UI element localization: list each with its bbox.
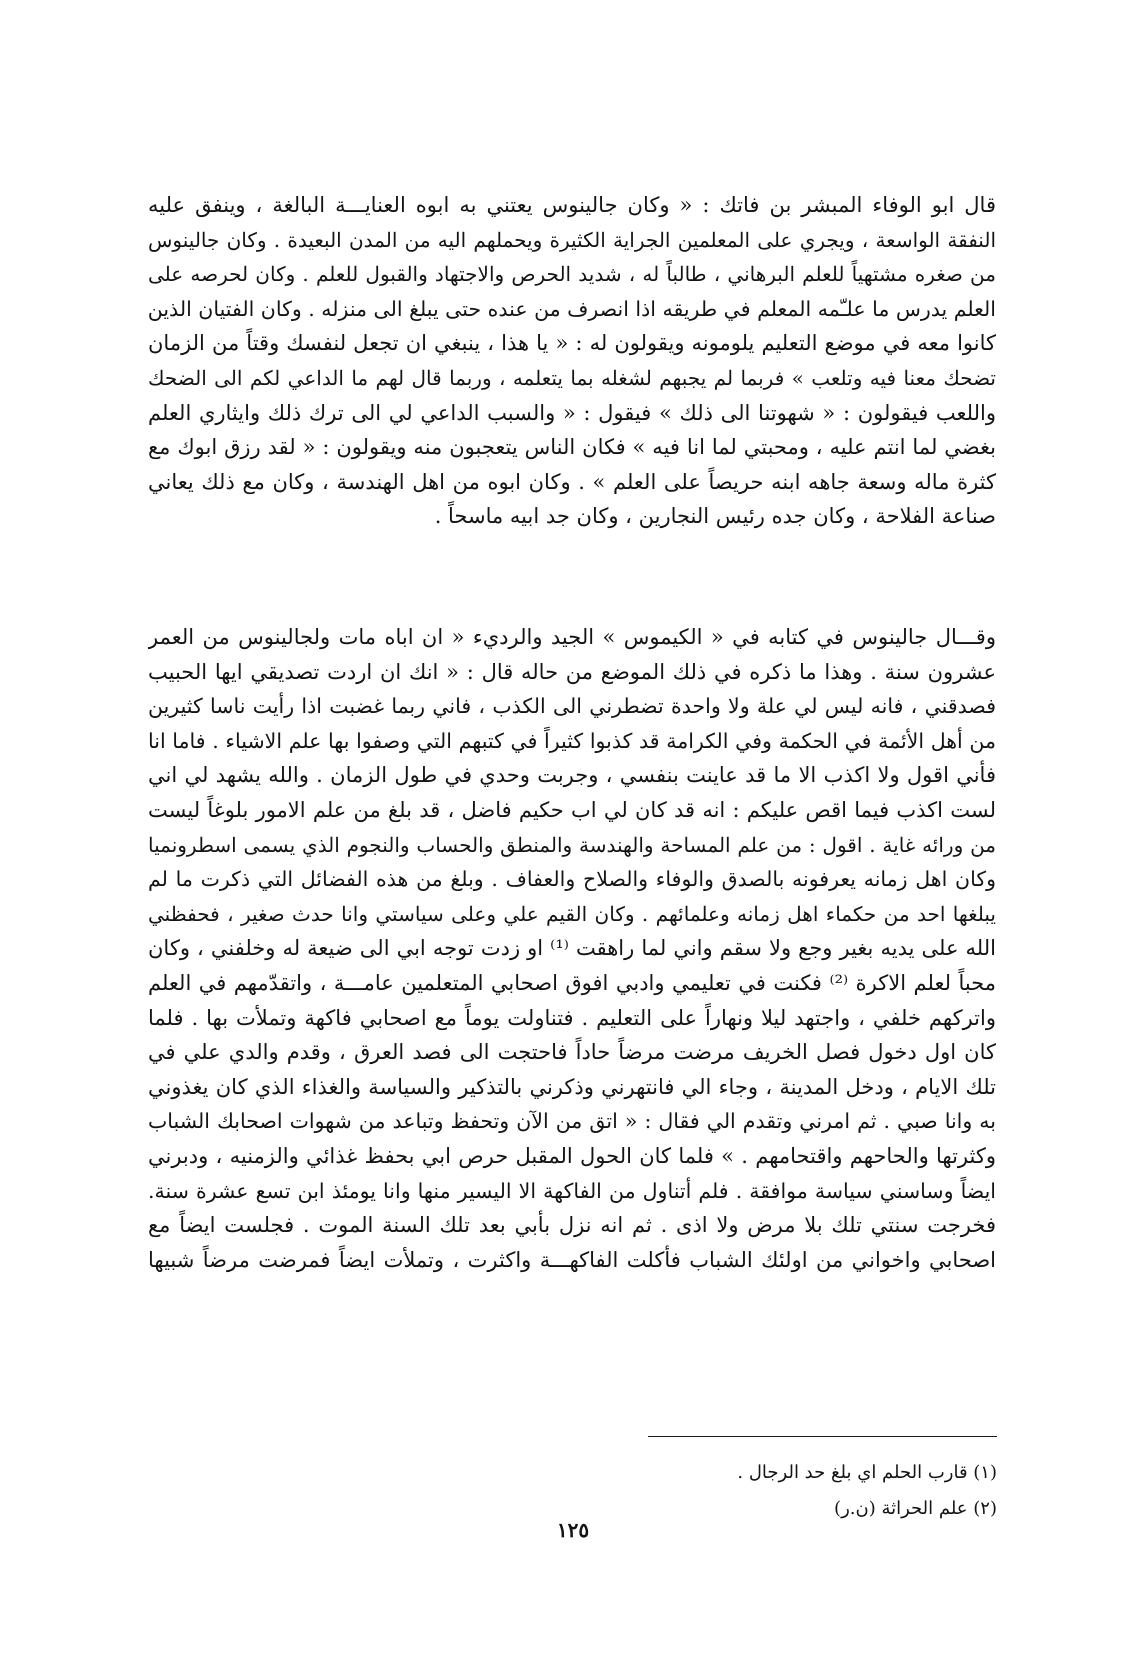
text-line: النفقة الواسعة ، ويجري على المعلمين الجراية الكثيرة ويحملهم اليه من المدن البعيدة . وكان جالينوس	[148, 227, 996, 252]
page-number: ١٢٥	[556, 1518, 590, 1542]
text-line: كانوا معه في موضع التعليم يلومونه ويقولون له : « يا هذا ، ينبغي ان تجعل لنفسك وقتاً من الزمان	[148, 331, 996, 356]
text-line: اصحابي واخواني من اولئك الشباب فأكلت الفاكهـــة واكثرت ، وتملأت ايضاً فمرضت مرضاً شبيها	[148, 1247, 996, 1272]
text-line: صناعة الفلاحة ، وكان جده رئيس النجارين ، وكان جد ابيه ماسحاً .	[434, 504, 996, 529]
text-line: قال ابو الوفاء المبشر بن فاتك : « وكان جالينوس يعتني به ابوه العنايـــة البالغة ، وينفق عليه	[148, 193, 996, 217]
text-line: وكثرتها والحاحهم واقتحامهم . » فلما كان الحول المقبل حرص ابي بحفظ غذائي والزمنيه ، ودبرني	[148, 1143, 996, 1168]
paragraph-2	[148, 620, 996, 1277]
text-line: واتركهم خلفي ، واجتهد ليلا ونهاراً على التعليم . فتناولت يوماً مع اصحابي فاكهة وتملأت بها . فلما	[148, 1005, 996, 1030]
paragraph-1	[148, 188, 996, 534]
text-line: محباً لعلم الاكرة ⁽²⁾ فكنت في تعليمي وادبي افوق اصحابي المتعلمين عامـــة ، واتقدّمهم في العلم	[148, 970, 996, 995]
text-line: ايضاً وساسني سياسة موافقة . فلم أتناول من الفاكهة الا اليسير منها وانا يومئذ ابن تسع عشرة سنة.	[148, 1178, 996, 1203]
text-line: فأني اقول ولا اكذب الا ما قد عاينت بنفسي ، وجربت وحدي في طول الزمان . والله يشهد لي اني	[148, 763, 996, 788]
text-line: عشرون سنة . وهذا ما ذكره في ذلك الموضع من حاله قال : « انك ان اردت تصديقي ايها الحبيب	[148, 659, 996, 684]
footnotes	[600, 1455, 997, 1527]
text-line: واللعب فيقولون : « شهوتنا الى ذلك » فيقول : « والسبب الداعي لي الى ترك ذلك وايثاري العلم	[148, 400, 996, 425]
text-line: وكان اهل زمانه يعرفونه بالصدق والوفاء والصلاح والعفاف . وبلغ من هذه الفضائل التي ذكرت ما لم	[148, 867, 996, 892]
footnote-1: (١) قارب الحلم اي بلغ حد الرجال .	[737, 1462, 997, 1483]
text-line: من صغره مشتهياً للعلم البرهاني ، طالباً له ، شديد الحرص والاجتهاد والقبول للعلم . وكان لحرصه على	[148, 262, 996, 287]
text-line: فصدقني ، فانه ليس لي علة ولا واحدة تضطرني الى الكذب ، فاني ربما غضبت اذا رأيت ناسا كثيرين	[148, 694, 996, 719]
text-line: الله على يديه بغير وجع ولا سقم واني لما راهقت ⁽¹⁾ او زدت توجه ابي الى ضيعة له وخلفني ، وكان	[148, 936, 996, 961]
text-line: من ورائه غاية . اقول : من علم المساحة والهندسة والمنطق والحساب والنجوم الذي يسمى اسطرونميا	[148, 832, 996, 857]
text-line: به وانا صبي . ثم امرني وتقدم الي فقال : « اتق من الآن وتحفظ وتباعد من شهوات اصحابك الشباب	[148, 1109, 996, 1134]
text-line: تلك الايام ، ودخل المدينة ، وجاء الي فانتهرني وذكرني بالتذكير والسياسة والغذاء الذي كان يغذوني	[148, 1074, 996, 1099]
text-line: بغضي لما انتم عليه ، ومحبتي لما انا فيه » فكان الناس يتعجبون منه ويقولون : « لقد رزق ابوك مع	[148, 435, 996, 460]
text-line: من أهل الأئمة في الحكمة وفي الكرامة قد كذبوا كثيراً في كتبهم التي وصفوا بها علم الاشياء . فاما انا	[148, 728, 996, 753]
text-line: فخرجت سنتي تلك بلا مرض ولا اذى . ثم انه نزل بأبي بعد تلك السنة الموت . فجلست ايضاً مع	[148, 1213, 996, 1238]
text-line: العلم يدرس ما علـّمه المعلم في طريقه اذا انصرف من عنده حتى يبلغ الى منزله . وكان الفتيان الذين	[148, 296, 996, 321]
footnote-2: (٢) علم الحراثة (ن.ر)	[834, 1498, 997, 1519]
text-line: لست اكذب فيما اقص عليكم : انه قد كان لي اب حكيم فاضل ، قد بلغ من علم الامور بلوغاً ليست	[148, 797, 996, 822]
text-line: يبلغها احد من حكماء اهل زمانه وعلمائهم . وكان القيم علي وعلى سياستي وانا حدث صغير ، فحفظني	[148, 901, 996, 926]
text-line: كان اول دخول فصل الخريف مرضت مرضاً حاداً فاحتجت الى فصد العرق ، وقدم والدي علي في	[148, 1040, 996, 1065]
footnote-divider	[648, 1436, 997, 1437]
text-line: كثرة ماله وسعة جاهه ابنه حريصاً على العلم » . وكان ابوه من اهل الهندسة ، وكان مع ذلك يعاني	[148, 469, 996, 494]
text-line: تضحك معنا فيه وتلعب » فربما لم يجبهم لشغله بما يتعلمه ، وربما قال لهم ما الداعي لكم الى الضحك	[148, 365, 996, 390]
text-line: وقـــال جالينوس في كتابه في « الكيموس » الجيد والرديء « ان اباه مات ولجالينوس من العمر	[148, 625, 996, 649]
